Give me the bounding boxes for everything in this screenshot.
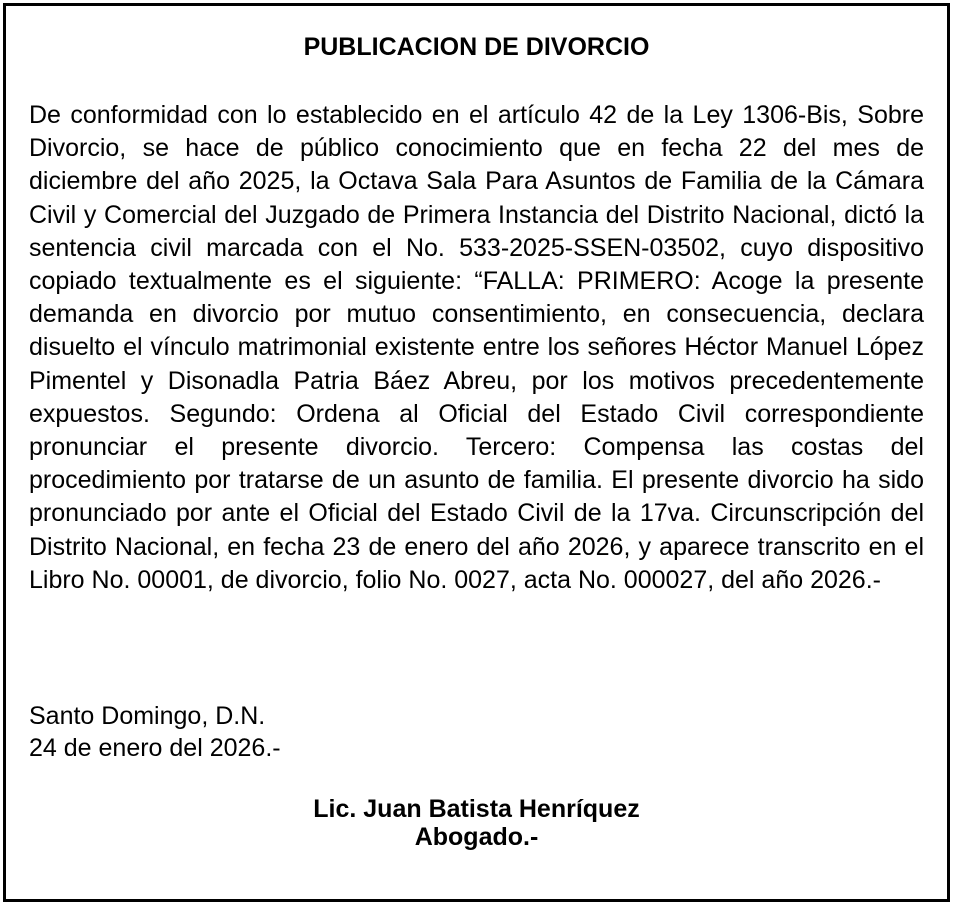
signer-name: Lic. Juan Batista Henríquez — [313, 795, 640, 823]
notice-title: PUBLICACION DE DIVORCIO — [303, 33, 650, 61]
notice-body: De conformidad con lo establecido en el artículo 42 de la Ley 1306-Bis, Sobre Divorcio, se hace de público conocimiento que en fecha 22 del mes de diciembre del año 2025, la Octava Sala Para Asuntos de Familia de la Cámara Civil y Comercial del Juzgado de Primera Instancia del Distrito Nacional, dictó la sentencia civil marcada con el No. 533-2025-SSEN-03502, cuyo dispositivo copiado textualmente es el siguiente: “FALLA: PRIMERO: Acoge la presente demanda en divorcio por mutuo consentimiento, en consecuencia, declara disuelto el vínculo matrimonial existente entre los señores Héctor Manuel López Pimentel y Disonadla Patria Báez Abreu, por los motivos precedentemente expuestos. Segundo: Ordena al Oficial del Estado Civil correspondiente pronunciar el presente divorcio. Tercero: Compensa las costas del procedimiento por tratarse de un asunto de familia. El presente divorcio ha sido pronunciado por ante el Oficial del Estado Civil de la 17va. Circunscripción del Distrito Nacional, en fecha 23 de enero del año 2026, y aparece transcrito en el Libro No. 00001, de divorcio, folio No. 0027, acta No. 000027, del año 2026.- — [29, 101, 924, 594]
divorce-notice — [3, 3, 950, 902]
signer-role: Abogado.- — [414, 823, 539, 851]
notice-date: 24 de enero del 2026.- — [29, 734, 281, 762]
notice-place: Santo Domingo, D.N. — [29, 702, 266, 730]
